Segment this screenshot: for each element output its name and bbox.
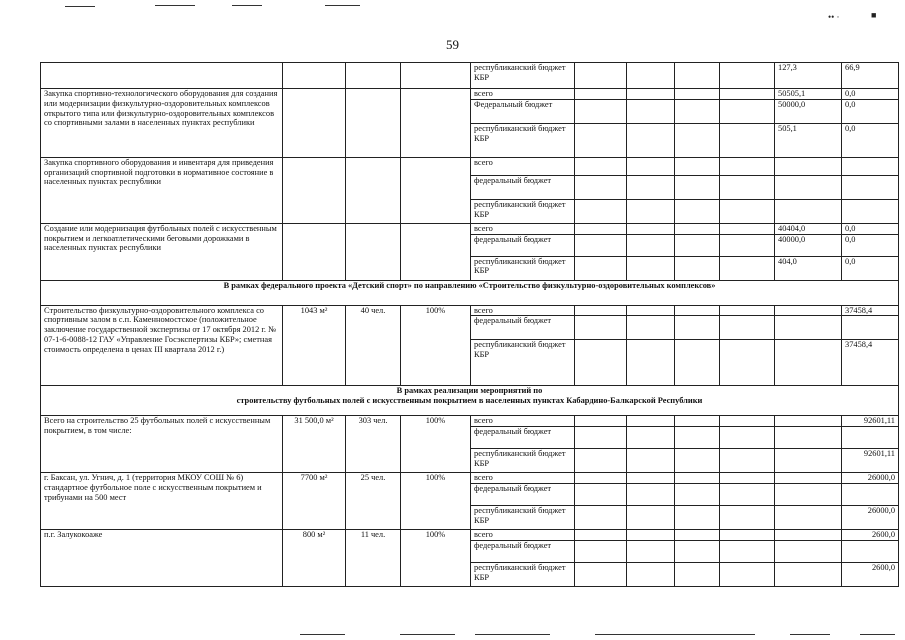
row-name: п.г. Залукокоаже <box>41 529 283 586</box>
budget-label: федеральный бюджет <box>471 316 575 340</box>
budget-label: федеральный бюджет <box>471 483 575 505</box>
value-cell: 2600,0 <box>842 562 899 586</box>
scan-artifact <box>790 634 830 635</box>
row-name: г. Баксан, ул. Угнич, д. 1 (территория МКОУ СОШ № 6) стандартное футбольное поле с искусственным покрытием и трибунами на 500 мест <box>41 473 283 530</box>
section-header-row <box>41 280 899 305</box>
budget-label: республиканский бюджет КБР <box>471 505 575 529</box>
scan-artifact <box>475 634 550 635</box>
capacity-cell: 11 чел. <box>346 529 401 586</box>
budget-label: Федеральный бюджет <box>471 99 575 123</box>
percent-cell: 100% <box>401 416 471 473</box>
value-cell: 37458,4 <box>842 340 899 386</box>
section-header-row <box>41 386 899 416</box>
value-cell: 26000,0 <box>842 473 899 484</box>
scan-artifact <box>65 6 95 7</box>
row-name: Закупка спортивного оборудования и инвентаря для приведения организаций спортивной подготовки в нормативное состояние в населенных пунктах республики <box>41 157 283 223</box>
row-name: Создание или модернизация футбольных полей с искусственным покрытием и легкоатлетическими беговыми дорожками в населенных пунктах республики <box>41 223 283 280</box>
value-cell: 50000,0 <box>775 99 842 123</box>
section-title <box>41 386 899 416</box>
row-name: Закупка спортивно-технологического оборудования для создания или модернизации физкультурно-оздоровительных комплексов открытого типа или физкультурно-оздоровительных комплексов со спортивными залами в населенных пунктах республики <box>41 89 283 158</box>
scan-artifact <box>860 634 895 635</box>
value-cell: 37458,4 <box>842 305 899 316</box>
value-cell: 0,0 <box>842 223 899 234</box>
budget-label: федеральный бюджет <box>471 540 575 562</box>
budget-label: федеральный бюджет <box>471 427 575 449</box>
value-cell: 127,3 <box>775 63 842 89</box>
scan-artifact <box>155 5 195 6</box>
table-row <box>41 416 899 427</box>
area-cell: 800 м² <box>283 529 346 586</box>
budget-label: федеральный бюджет <box>471 175 575 199</box>
value-cell: 66,9 <box>842 63 899 89</box>
table-row <box>41 305 899 316</box>
budget-label: всего <box>471 157 575 175</box>
table-row <box>41 63 899 89</box>
table-row <box>41 529 899 540</box>
section-title-line: В рамках реализации мероприятий по <box>396 386 543 396</box>
area-cell: 1043 м² <box>283 305 346 386</box>
value-cell: 92601,11 <box>842 416 899 427</box>
value-cell: 2600,0 <box>842 529 899 540</box>
value-cell: 0,0 <box>842 99 899 123</box>
value-cell: 40000,0 <box>775 234 842 256</box>
section-title: В рамках федерального проекта «Детский спорт» по направлению «Строительство физкультурно-оздоровительных комплексов» <box>41 280 899 305</box>
budget-label: республиканский бюджет КБР <box>471 199 575 223</box>
budget-label: всего <box>471 529 575 540</box>
budget-table <box>40 62 899 587</box>
row-name: Строительство физкультурно-оздоровительного комплекса со спортивным залом в с.п. Каменномостское (положительное заключение государственной экспертизы от 17 октября 2012 г. № 07-1-6-0088-12 ГАУ «Управление Госэкспертизы КБР»; сметная стоимость определена в ценах III квартала 2012 г.) <box>41 305 283 386</box>
budget-label: республиканский бюджет КБР <box>471 562 575 586</box>
scan-artifact <box>325 5 360 6</box>
value-cell: 40404,0 <box>775 223 842 234</box>
capacity-cell: 40 чел. <box>346 305 401 386</box>
scan-artifact <box>400 634 455 635</box>
capacity-cell: 25 чел. <box>346 473 401 530</box>
scan-artifact <box>595 634 755 635</box>
page-number: 59 <box>446 37 459 52</box>
budget-label: всего <box>471 89 575 100</box>
area-cell: 31 500,0 м² <box>283 416 346 473</box>
scan-artifact <box>232 5 262 6</box>
budget-label: всего <box>471 473 575 484</box>
percent-cell: 100% <box>401 529 471 586</box>
capacity-cell: 303 чел. <box>346 416 401 473</box>
value-cell: 26000,0 <box>842 505 899 529</box>
section-title-line: строительству футбольных полей с искусственным покрытием в населенных пунктах Кабардино-Балкарской Республики <box>236 396 703 406</box>
table-row <box>41 223 899 234</box>
area-cell: 7700 м² <box>283 473 346 530</box>
table-row <box>41 157 899 175</box>
budget-label: республиканский бюджет КБР <box>471 123 575 157</box>
value-cell: 92601,11 <box>842 449 899 473</box>
value-cell: 0,0 <box>842 123 899 157</box>
budget-label: республиканский бюджет КБР <box>471 63 575 89</box>
budget-label: республиканский бюджет КБР <box>471 256 575 280</box>
scan-artifact <box>300 634 345 635</box>
percent-cell: 100% <box>401 305 471 386</box>
table-row <box>41 473 899 484</box>
budget-label: всего <box>471 223 575 234</box>
value-cell: 505,1 <box>775 123 842 157</box>
budget-label: республиканский бюджет КБР <box>471 340 575 386</box>
budget-label: федеральный бюджет <box>471 234 575 256</box>
scan-mark: •• · <box>828 12 840 22</box>
budget-label: всего <box>471 305 575 316</box>
value-cell: 404,0 <box>775 256 842 280</box>
value-cell: 0,0 <box>842 256 899 280</box>
table-row <box>41 89 899 100</box>
percent-cell: 100% <box>401 473 471 530</box>
scan-mark: ■ <box>871 10 877 20</box>
value-cell: 50505,1 <box>775 89 842 100</box>
budget-label: республиканский бюджет КБР <box>471 449 575 473</box>
value-cell: 0,0 <box>842 234 899 256</box>
value-cell: 0,0 <box>842 89 899 100</box>
budget-label: всего <box>471 416 575 427</box>
row-name: Всего на строительство 25 футбольных полей с искусственным покрытием, в том числе: <box>41 416 283 473</box>
